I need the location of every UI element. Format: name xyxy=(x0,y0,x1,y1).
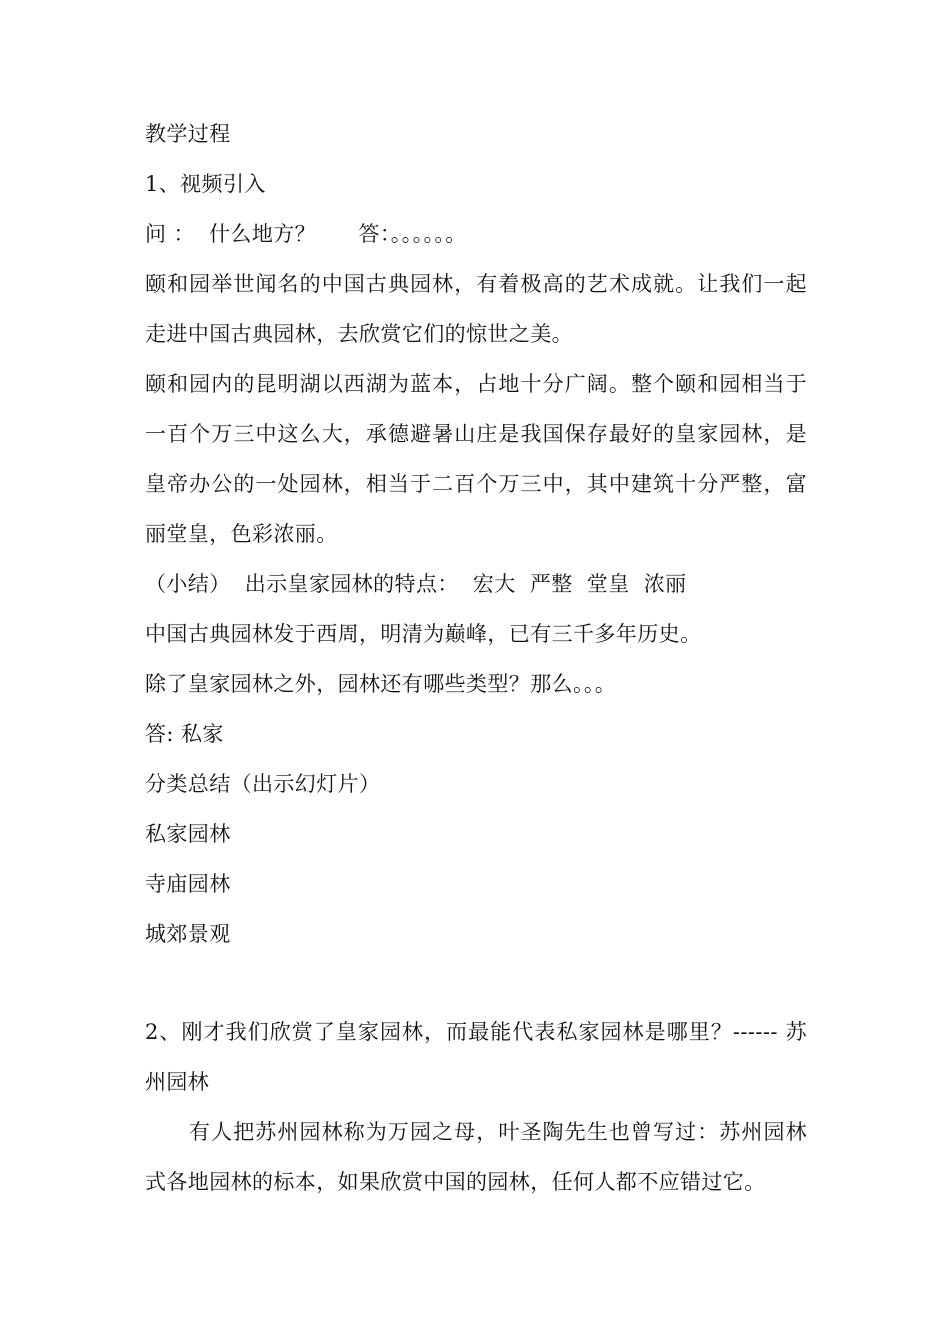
paragraph-2-line-1: 颐和园内的昆明湖以西湖为蓝本，占地十分广阔。整个颐和园相当于 xyxy=(145,372,807,396)
answer-2-line: 答: 私家 xyxy=(145,722,224,746)
history-line: 中国古典园林发于西周，明清为巅峰，已有三千多年历史。 xyxy=(145,622,702,646)
garden-type-suburban: 城郊景观 xyxy=(145,922,231,946)
garden-type-private: 私家园林 xyxy=(145,822,231,846)
section-1-title: 1、视频引入 xyxy=(145,172,266,196)
garden-type-temple: 寺庙园林 xyxy=(145,872,231,896)
paragraph-3-line-2: 式各地园林的标本，如果欣赏中国的园林，任何人都不应错过它。 xyxy=(145,1170,766,1194)
section-2-line-1: 2、刚才我们欣赏了皇家园林，而最能代表私家园林是哪里？------ 苏 xyxy=(145,1020,807,1044)
paragraph-2-line-4: 丽堂皇，色彩浓丽。 xyxy=(145,522,338,546)
classify-line: 分类总结（出示幻灯片） xyxy=(145,772,381,796)
paragraph-1-line-2: 走进中国古典园林，去欣赏它们的惊世之美。 xyxy=(145,322,573,346)
summary-line: （小结） 出示皇家园林的特点： 宏大 严整 堂皇 浓丽 xyxy=(145,572,687,596)
qa-question-line: 问 ： 什么地方？ 答：。。。。。。 xyxy=(145,222,467,246)
paragraph-2-line-3: 皇帝办公的一处园林，相当于二百个万三中，其中建筑十分严整，富 xyxy=(145,472,807,496)
question-2-line: 除了皇家园林之外，园林还有哪些类型？那么。。。 xyxy=(145,672,617,696)
paragraph-2-line-2: 一百个万三中这么大，承德避暑山庄是我国保存最好的皇家园林，是 xyxy=(145,422,807,446)
paragraph-1-line-1: 颐和园举世闻名的中国古典园林，有着极高的艺术成就。让我们一起 xyxy=(145,272,807,296)
section-2-line-2: 州园林 xyxy=(145,1070,210,1094)
page-heading: 教学过程 xyxy=(145,122,231,146)
paragraph-3-line-1: 有人把苏州园林称为万园之母，叶圣陶先生也曾写过：苏州园林 xyxy=(189,1120,807,1144)
